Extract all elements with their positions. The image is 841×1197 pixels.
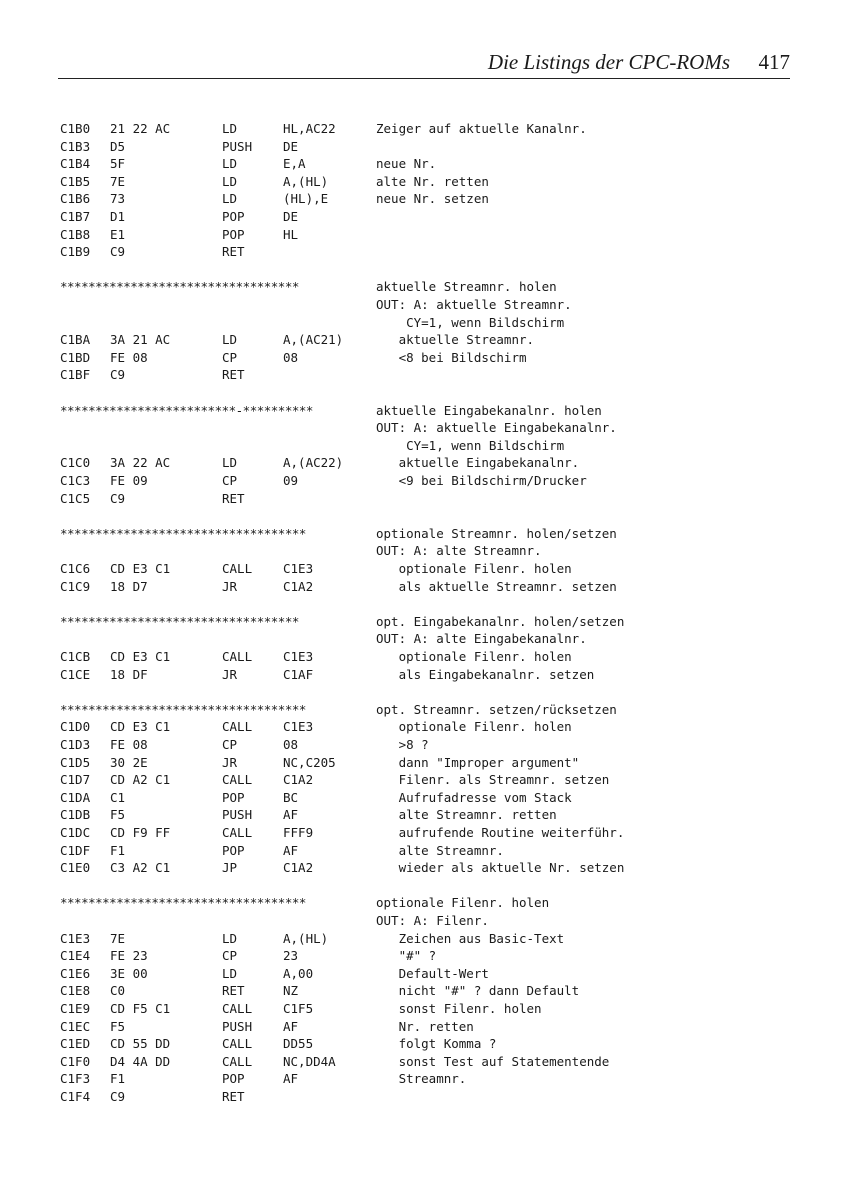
mnemonic: JR (222, 578, 238, 594)
opcode-bytes: 5F (110, 156, 126, 172)
operands: BC (283, 789, 299, 805)
operands: DE (283, 209, 299, 224)
mnemonic: PUSH (222, 138, 253, 154)
separator-stars: *************************-********** (60, 402, 313, 418)
opcode-bytes: CD A2 C1 (110, 772, 171, 788)
comment: als aktuelle Streamnr. setzen (376, 578, 617, 594)
address: C1E3 (60, 930, 91, 946)
comment: sonst Filenr. holen (376, 1001, 542, 1016)
mnemonic: POP (222, 226, 245, 242)
mnemonic: LD (222, 121, 238, 136)
separator-stars: *********************************** (60, 701, 306, 717)
opcode-bytes: FE 08 (110, 349, 148, 365)
comment: CY=1, wenn Bildschirm (376, 437, 565, 453)
section-separator (0, 894, 841, 912)
address: C1CE (60, 666, 91, 682)
opcode-bytes: 3A 21 AC (110, 332, 171, 348)
mnemonic: LD (222, 455, 238, 471)
listing-line (0, 718, 841, 736)
opcode-bytes: 21 22 AC (110, 121, 171, 136)
address: C1C6 (60, 561, 91, 576)
opcode-bytes: C9 (110, 244, 126, 260)
operands: NZ (283, 983, 299, 999)
opcode-bytes: FE 23 (110, 948, 148, 964)
separator-stars: *********************************** (60, 895, 306, 911)
mnemonic: RET (222, 244, 245, 260)
mnemonic: LD (222, 332, 238, 348)
listing-line (0, 1053, 841, 1071)
mnemonic: CP (222, 948, 238, 964)
listing-line (0, 1070, 841, 1088)
comment: optionale Filenr. holen (376, 719, 572, 735)
operands: 09 (283, 473, 299, 488)
listing-line (0, 648, 841, 666)
section-note (0, 296, 841, 314)
comment: neue Nr. setzen (376, 191, 489, 207)
comment: Nr. retten (376, 1018, 474, 1034)
address: C1C5 (60, 490, 91, 506)
address: C1B0 (60, 121, 91, 136)
address: C1B8 (60, 226, 91, 242)
listing-line (0, 1035, 841, 1053)
comment: OUT: A: aktuelle Eingabekanalnr. (376, 420, 617, 436)
comment: optionale Filenr. holen (376, 649, 572, 664)
opcode-bytes: FE 09 (110, 473, 148, 488)
operands: NC,DD4A (283, 1053, 336, 1069)
mnemonic: CP (222, 349, 238, 365)
mnemonic: JP (222, 860, 238, 876)
comment: <8 bei Bildschirm (376, 349, 527, 365)
opcode-bytes: CD 55 DD (110, 1036, 171, 1052)
operands: C1A2 (283, 772, 314, 788)
operands: 23 (283, 948, 299, 964)
address: C1B9 (60, 244, 91, 260)
operands: (HL),E (283, 191, 329, 207)
opcode-bytes: 7E (110, 930, 126, 946)
mnemonic: CALL (222, 1036, 253, 1052)
address: C1B5 (60, 173, 91, 189)
comment: Streamnr. (376, 1071, 467, 1087)
opcode-bytes: C3 A2 C1 (110, 860, 171, 876)
opcode-bytes: F5 (110, 807, 126, 823)
comment: Zeichen aus Basic-Text (376, 930, 565, 946)
opcode-bytes: 30 2E (110, 754, 148, 770)
address: C1C0 (60, 455, 91, 471)
listing-line (0, 490, 841, 508)
listing-line (0, 226, 841, 244)
mnemonic: LD (222, 173, 238, 189)
mnemonic: JR (222, 754, 238, 770)
address: C1C9 (60, 578, 91, 594)
section-note (0, 912, 841, 930)
page-header (58, 44, 790, 79)
opcode-bytes: F1 (110, 1071, 126, 1087)
address: C1BD (60, 349, 91, 365)
listing-line (0, 842, 841, 860)
opcode-bytes: 7E (110, 173, 126, 189)
mnemonic: CALL (222, 772, 253, 788)
mnemonic: LD (222, 191, 238, 207)
listing-line (0, 930, 841, 948)
comment: OUT: A: alte Eingabekanalnr. (376, 631, 587, 647)
comment: "#" ? (376, 948, 437, 964)
comment: sonst Test auf Statementende (376, 1053, 610, 1069)
listing-line (0, 771, 841, 789)
mnemonic: POP (222, 789, 245, 805)
mnemonic: LD (222, 930, 238, 946)
listing-line (0, 578, 841, 596)
operands: 08 (283, 737, 299, 752)
opcode-bytes: C0 (110, 983, 126, 999)
operands: C1AF (283, 666, 314, 682)
comment: als Eingabekanalnr. setzen (376, 666, 595, 682)
operands: NC,C205 (283, 754, 336, 770)
operands: HL,AC22 (283, 121, 336, 136)
comment: opt. Streamnr. setzen/rücksetzen (376, 701, 617, 717)
address: C1E8 (60, 983, 91, 999)
mnemonic: POP (222, 1071, 245, 1087)
operands: AF (283, 1018, 299, 1034)
comment: >8 ? (376, 737, 429, 752)
address: C1EC (60, 1018, 91, 1034)
mnemonic: LD (222, 965, 238, 981)
opcode-bytes: C9 (110, 367, 126, 383)
opcode-bytes: E1 (110, 226, 126, 242)
comment: OUT: A: Filenr. (376, 913, 489, 928)
opcode-bytes: F1 (110, 842, 126, 858)
mnemonic: CALL (222, 1001, 253, 1016)
comment: aktuelle Streamnr. holen (376, 279, 557, 295)
address: C1CB (60, 649, 91, 664)
listing-line (0, 789, 841, 807)
opcode-bytes: CD F5 C1 (110, 1001, 171, 1016)
listing-line (0, 208, 841, 226)
opcode-bytes: 3A 22 AC (110, 455, 171, 471)
mnemonic: RET (222, 367, 245, 383)
opcode-bytes: CD F9 FF (110, 825, 171, 840)
mnemonic: PUSH (222, 807, 253, 823)
address: C1ED (60, 1036, 91, 1052)
separator-stars: ********************************** (60, 613, 299, 629)
operands: HL (283, 226, 299, 242)
page-number: 417 (758, 50, 790, 74)
mnemonic: CALL (222, 649, 253, 664)
section-note (0, 314, 841, 332)
comment: <9 bei Bildschirm/Drucker (376, 473, 587, 488)
operands: AF (283, 1071, 299, 1087)
opcode-bytes: D1 (110, 209, 126, 224)
operands: A,(AC22) (283, 455, 344, 471)
address: C1E6 (60, 965, 91, 981)
listing-line (0, 190, 841, 208)
address: C1C3 (60, 473, 91, 488)
comment: alte Nr. retten (376, 173, 489, 189)
section-note (0, 437, 841, 455)
section-separator (0, 402, 841, 420)
opcode-bytes: F5 (110, 1018, 126, 1034)
opcode-bytes: 73 (110, 191, 126, 207)
comment: Aufrufadresse vom Stack (376, 789, 572, 805)
comment: Zeiger auf aktuelle Kanalnr. (376, 121, 587, 136)
operands: C1A2 (283, 860, 314, 876)
address: C1F3 (60, 1071, 91, 1087)
mnemonic: RET (222, 1089, 245, 1104)
operands: A,00 (283, 965, 314, 981)
mnemonic: CP (222, 737, 238, 752)
comment: opt. Eingabekanalnr. holen/setzen (376, 613, 625, 629)
operands: A,(HL) (283, 173, 329, 189)
listing-line (0, 560, 841, 578)
separator-stars: *********************************** (60, 525, 306, 541)
address: C1DB (60, 807, 91, 823)
operands: AF (283, 842, 299, 858)
mnemonic: LD (222, 156, 238, 172)
operands: DD55 (283, 1036, 314, 1052)
comment: wieder als aktuelle Nr. setzen (376, 860, 625, 876)
mnemonic: RET (222, 490, 245, 506)
address: C1BA (60, 332, 91, 348)
mnemonic: CALL (222, 561, 253, 576)
mnemonic: CP (222, 473, 238, 488)
opcode-bytes: D5 (110, 138, 126, 154)
section-note (0, 630, 841, 648)
comment: dann "Improper argument" (376, 754, 580, 770)
comment: optionale Filenr. holen (376, 561, 572, 576)
section-separator (0, 525, 841, 543)
address: C1D0 (60, 719, 91, 735)
running-title: Die Listings der CPC-ROMs (487, 50, 730, 74)
comment: aufrufende Routine weiterführ. (376, 825, 625, 840)
mnemonic: JR (222, 666, 238, 682)
operands: E,A (283, 156, 306, 172)
operands: A,(HL) (283, 930, 329, 946)
mnemonic: CALL (222, 719, 253, 735)
comment: neue Nr. (376, 156, 437, 172)
listing-line (0, 982, 841, 1000)
address: C1E9 (60, 1001, 91, 1016)
address: C1D3 (60, 737, 91, 752)
opcode-bytes: C9 (110, 1089, 126, 1104)
listing-line (0, 472, 841, 490)
mnemonic: PUSH (222, 1018, 253, 1034)
comment: alte Streamnr. retten (376, 807, 557, 823)
listing-line (0, 331, 841, 349)
address: C1E4 (60, 948, 91, 964)
operands: C1E3 (283, 561, 314, 576)
address: C1B7 (60, 209, 91, 224)
opcode-bytes: C1 (110, 789, 126, 805)
comment: alte Streamnr. (376, 842, 504, 858)
address: C1BF (60, 367, 91, 383)
operands: C1E3 (283, 649, 314, 664)
listing-line (0, 824, 841, 842)
comment: optionale Streamnr. holen/setzen (376, 525, 617, 541)
address: C1D7 (60, 772, 91, 788)
comment: aktuelle Streamnr. (376, 332, 535, 348)
opcode-bytes: 18 D7 (110, 578, 148, 594)
listing-line (0, 1018, 841, 1036)
listing-line (0, 243, 841, 261)
mnemonic: CALL (222, 825, 253, 840)
listing-line (0, 859, 841, 877)
separator-stars: ********************************** (60, 279, 299, 295)
comment: CY=1, wenn Bildschirm (376, 314, 565, 330)
operands: C1A2 (283, 578, 314, 594)
address: C1D5 (60, 754, 91, 770)
listing-line (0, 666, 841, 684)
listing-line (0, 155, 841, 173)
section-separator (0, 701, 841, 719)
address: C1B6 (60, 191, 91, 207)
operands: C1F5 (283, 1001, 314, 1016)
comment: aktuelle Eingabekanalnr. (376, 455, 580, 471)
address: C1E0 (60, 860, 91, 876)
listing-line (0, 1088, 841, 1106)
operands: 08 (283, 349, 299, 365)
comment: folgt Komma ? (376, 1036, 497, 1052)
operands: A,(AC21) (283, 332, 344, 348)
address: C1B3 (60, 138, 91, 154)
section-note (0, 542, 841, 560)
section-separator (0, 613, 841, 631)
listing-line (0, 947, 841, 965)
opcode-bytes: FE 08 (110, 737, 148, 752)
section-separator (0, 278, 841, 296)
mnemonic: POP (222, 842, 245, 858)
opcode-bytes: 18 DF (110, 666, 148, 682)
listing-line (0, 349, 841, 367)
operands: C1E3 (283, 719, 314, 735)
operands: FFF9 (283, 825, 314, 840)
comment: OUT: A: alte Streamnr. (376, 543, 542, 559)
listing-line (0, 138, 841, 156)
opcode-bytes: CD E3 C1 (110, 649, 171, 664)
opcode-bytes: 3E 00 (110, 965, 148, 981)
section-note (0, 419, 841, 437)
listing-line (0, 754, 841, 772)
mnemonic: RET (222, 983, 245, 999)
listing-line (0, 366, 841, 384)
opcode-bytes: CD E3 C1 (110, 719, 171, 735)
opcode-bytes: CD E3 C1 (110, 561, 171, 576)
address: C1DC (60, 825, 91, 840)
operands: DE (283, 138, 299, 154)
comment: aktuelle Eingabekanalnr. holen (376, 402, 602, 418)
comment: Filenr. als Streamnr. setzen (376, 772, 610, 788)
mnemonic: POP (222, 209, 245, 224)
address: C1F0 (60, 1053, 91, 1069)
operands: AF (283, 807, 299, 823)
listing-line (0, 120, 841, 138)
address: C1B4 (60, 156, 91, 172)
listing-line (0, 806, 841, 824)
listing-line (0, 454, 841, 472)
listing-line (0, 736, 841, 754)
comment: OUT: A: aktuelle Streamnr. (376, 297, 572, 312)
address: C1DF (60, 842, 91, 858)
comment: optionale Filenr. holen (376, 895, 550, 911)
listing-line (0, 173, 841, 191)
opcode-bytes: C9 (110, 490, 126, 506)
comment: nicht "#" ? dann Default (376, 983, 580, 999)
opcode-bytes: D4 4A DD (110, 1053, 171, 1069)
comment: Default-Wert (376, 965, 489, 981)
address: C1F4 (60, 1089, 91, 1104)
mnemonic: CALL (222, 1053, 253, 1069)
listing-line (0, 1000, 841, 1018)
address: C1DA (60, 789, 91, 805)
listing-line (0, 965, 841, 983)
